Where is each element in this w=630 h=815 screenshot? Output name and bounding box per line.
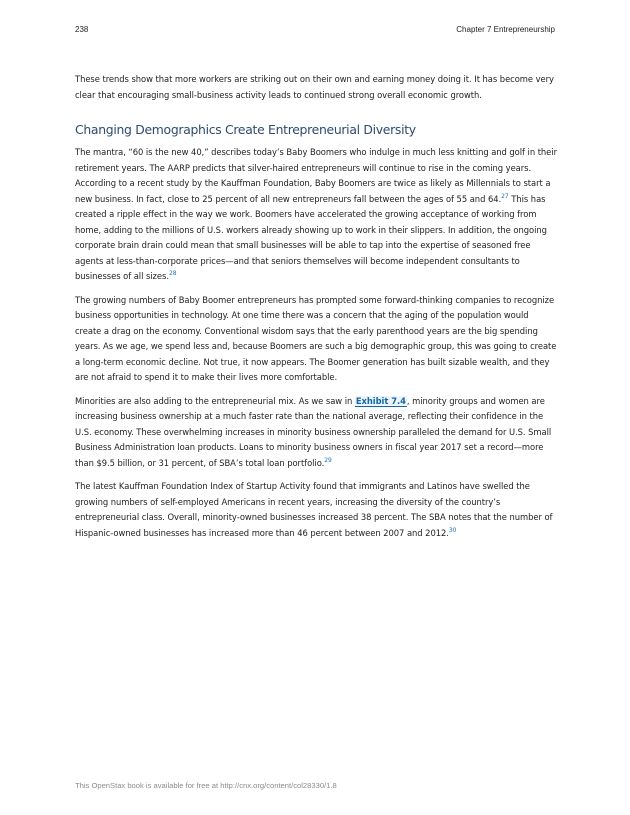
footnote-ref-29[interactable]: 29 xyxy=(324,456,332,464)
paragraph-kauffman xyxy=(75,479,557,541)
footnote-ref-27[interactable]: 27 xyxy=(501,192,509,200)
paragraph-text: , minority groups and women are increasing business ownership at a much faster rate than the national average, reflecting their confidence in the U.S. economy. These overwhelming increases in minority business ownership paralleled the demand for U.S. Small Business Administration loan products. Loans to minority business owners in fiscal year 2017 set a record—more than $9.5 billion, or 31 percent, of SBA’s total loan portfolio. xyxy=(75,395,552,468)
footnote-ref-28[interactable]: 28 xyxy=(168,270,177,277)
page-body xyxy=(75,72,557,549)
paragraph-text: Minorities are also adding to the entrepreneurial mix. As we saw in xyxy=(75,395,355,406)
page-footer: This OpenStax book is available for free at http://cnx.org/content/col28330/1.8 xyxy=(75,781,337,790)
paragraph-text: The latest Kauffman Foundation Index of Startup Activity found that immigrants and Latinos have swelled the growing numbers of self-employed Americans in recent years, increasing the diversity of the country’s entrepreneurial class. Overall, minority-owned businesses increased 38 percent. The SBA notes that the number of Hispanic-owned businesses has increased more than 46 percent between 2007 and 2012. xyxy=(75,481,553,538)
paragraph-text: The mantra, “60 is the new 40,” describes today’s Baby Boomers who indulge in much less knitting and golf in their retirement years. The AARP predicts that silver-haired entrepreneurs will continue to rise in the coming years. According to a recent study by the Kauffman Foundation, Baby Boomers are twice as likely as Millennials to start a new business. In fact, close to 25 percent of all new entrepreneurs fall between the ages of 55 and 64. xyxy=(75,147,557,204)
running-header xyxy=(75,25,555,34)
page-number: 238 xyxy=(75,25,89,34)
paragraph-minorities xyxy=(75,394,557,472)
exhibit-link[interactable]: Exhibit 7.4 xyxy=(355,395,406,406)
intro-paragraph: These trends show that more workers are striking out on their own and earning money doing it. It has become very clear that encouraging small-business activity leads to continued strong overall economic growth. xyxy=(75,74,554,100)
section-heading: Changing Demographics Create Entrepreneurial Diversity xyxy=(75,122,416,137)
chapter-title: Chapter 7 Entrepreneurship xyxy=(456,25,555,34)
paragraph-text: This has created a ripple effect in the way we work. Boomers have accelerated the growing acceptance of working from home, adding to the millions of U.S. workers already showing up to work in their slippers. In addition, the ongoing corporate brain drain could mean that small businesses will be able to tap into the expertise of seasoned free agents at less-than-corporate prices—and that seniors themselves will become independent consultants to businesses of all sizes. xyxy=(75,193,547,281)
paragraph-technology: The growing numbers of Baby Boomer entrepreneurs has prompted some forward-thinking companies to recognize business opportunities in technology. At one time there was a concern that the aging of the population would create a drag on the economy. Conventional wisdom says that the early parenthood years are the big spending years. As we age, we spend less and, because Boomers are such a big demographic group, this was going to create a long-term economic decline. Not true, it now appears. The Boomer generation has built sizable wealth, and they are not afraid to spend it to make their lives more comfortable. xyxy=(75,294,557,382)
footnote-ref-30[interactable]: 30 xyxy=(448,526,457,534)
paragraph-boomers xyxy=(75,145,557,285)
